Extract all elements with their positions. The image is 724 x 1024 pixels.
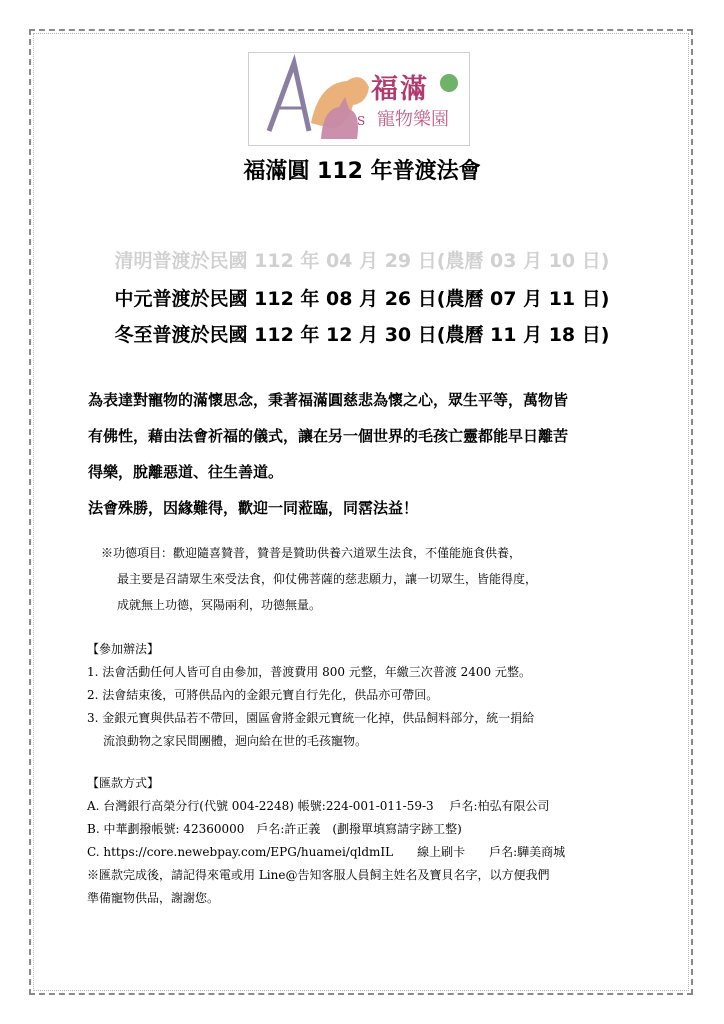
intro-line: 為表達對寵物的滿懷思念，秉著福滿圓慈悲為懷之心，眾生平等，萬物皆 — [88, 391, 569, 409]
merit-line: 最主要是召請眾生來受法食，仰仗佛菩薩的慈悲願力，讓一切眾生，皆能得度， — [117, 572, 538, 586]
merit-note — [101, 540, 661, 618]
merit-line: 成就無上功德，冥陽兩利，功德無量。 — [117, 598, 322, 612]
payment-link[interactable]: C. https://core.newebpay.com/EPG/huamei/qldmIL 線上刷卡 戶名:驊美商城 — [87, 845, 566, 859]
participation-item: 2. 法會結束後，可將供品內的金銀元寶自行先化，供品亦可帶回。 — [87, 688, 439, 702]
participation-heading: 【參加辦法】 — [87, 642, 160, 656]
participation-item: 3. 金銀元寶與供品若不帶回，園區會將金銀元寶統一化掉，供品飼料部分，統一捐給 — [87, 711, 535, 725]
payment-item: A. 台灣銀行高榮分行(代號 004-2248) 帳號:224-001-011-59-3 戶名:柏弘有限公司 — [87, 799, 550, 813]
logo-text: 福滿 — [371, 74, 429, 105]
page-title: 福滿圓 112 年普渡法會 — [243, 159, 481, 184]
merit-line: ※功德項目：歡迎隨喜贊普，贊普是贊助供養六道眾生法食，不僅能施食供養， — [101, 546, 522, 560]
participation-item: 1. 法會活動任何人皆可自由參加，普渡費用 800 元整，年繳三次普渡 2400 元整。 — [87, 665, 531, 679]
logo-subtext: 寵物樂園 — [377, 109, 449, 130]
participation-item: 流浪動物之家民間團體，迴向給在世的毛孩寵物。 — [103, 734, 368, 748]
intro-paragraph — [88, 382, 648, 526]
date-qingming: 清明普渡於民國 112 年 04 月 29 日(農曆 03 月 10 日) — [114, 250, 610, 272]
payment-section — [87, 772, 677, 910]
date-zhongyuan: 中元普渡於民國 112 年 08 月 26 日(農曆 07 月 11 日) — [114, 288, 610, 310]
payment-heading: 【匯款方式】 — [87, 776, 160, 790]
svg-text:S: S — [357, 114, 366, 128]
intro-line: 得樂，脫離惡道、往生善道。 — [88, 463, 284, 481]
intro-line: 有佛性，藉由法會祈福的儀式，讓在另一個世界的毛孩亡靈都能早日離苦 — [88, 427, 569, 445]
payment-item: B. 中華劃撥帳號: 42360000 戶名:許正義 (劃撥單填寫請字跡工整) — [87, 822, 462, 836]
payment-item: ※匯款完成後，請記得來電或用 Line@告知客服人員飼主姓名及寶貝名字，以方便我們 — [87, 868, 550, 882]
logo — [248, 52, 470, 146]
payment-item: 準備寵物供品，謝謝您。 — [87, 891, 220, 905]
intro-line: 法會殊勝，因緣難得，歡迎一同蒞臨，同霑法益！ — [88, 499, 419, 517]
cat-dog-logo-icon — [249, 53, 469, 145]
participation-section — [87, 638, 677, 753]
date-dongzhi: 冬至普渡於民國 112 年 12 月 30 日(農曆 11 月 18 日) — [114, 324, 610, 346]
